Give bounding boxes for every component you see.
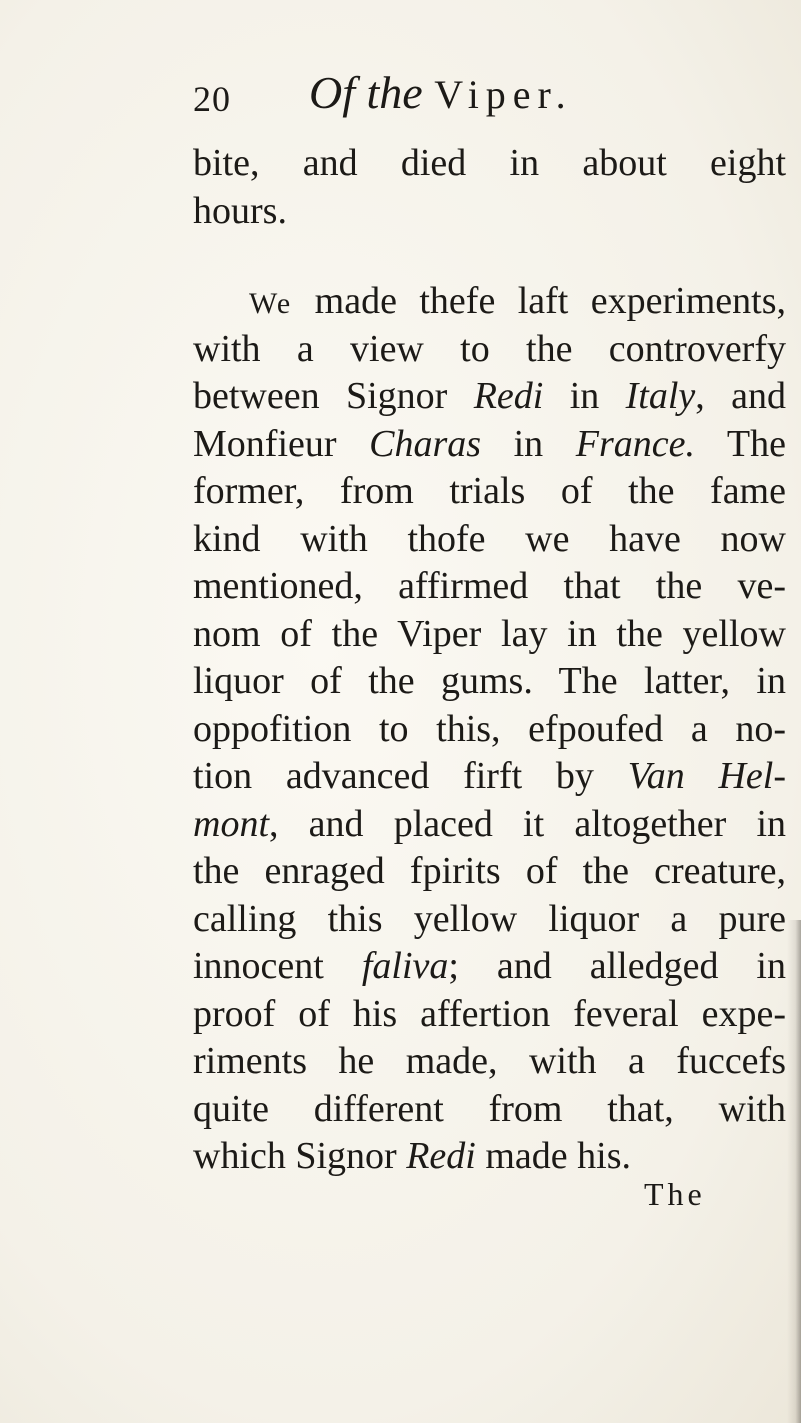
paragraph-initial-word: We: [249, 287, 293, 320]
text-line: former, from trials of the fame: [193, 470, 786, 512]
text-line: hours.: [193, 189, 287, 232]
paragraph: [193, 278, 793, 1181]
text-line: innocent faliva; and alledged in: [193, 945, 786, 987]
text-line: riments he made, with a fuccefs: [193, 1040, 786, 1082]
text-line: kind with thofe we have now: [193, 517, 786, 560]
text-line: the enraged fpirits of the creature,: [193, 850, 786, 892]
text-line: calling this yellow liquor a pure: [193, 897, 786, 940]
text-line: liquor of the gums. The latter, in: [193, 660, 786, 702]
text-line: mentioned, affirmed that the ve-: [193, 565, 786, 607]
place-italy: Italy: [625, 375, 696, 417]
running-title-italic: Of the: [309, 67, 423, 118]
name-redi: Redi: [473, 375, 544, 417]
text-line: We made thefe laft experiments,: [249, 280, 786, 322]
place-france: France.: [575, 422, 695, 465]
text-line: Monfieur Charas in France. The: [193, 422, 786, 465]
text-line: nom of the Viper lay in the yellow: [193, 612, 786, 655]
name-redi: Redi: [406, 1135, 476, 1177]
text-line: which Signor Redi made his.: [193, 1135, 631, 1177]
text-line: proof of his affertion feveral expe-: [193, 992, 786, 1035]
running-title: [309, 66, 573, 119]
body-text: [193, 140, 793, 1181]
name-van-helmont: Van Hel-: [627, 755, 786, 797]
catchword: The: [644, 1176, 706, 1212]
page-number: 20: [193, 79, 231, 119]
name-van-helmont-cont: mont: [193, 802, 269, 845]
text-line: quite different from that, with: [193, 1087, 786, 1130]
running-title-caps: Viper.: [434, 72, 573, 117]
text-line: tion advanced firft by Van Hel-: [193, 755, 786, 797]
text-line: oppofition to this, efpoufed a no-: [193, 707, 786, 750]
name-charas: Charas: [369, 422, 482, 465]
text-line: bite, and died in about eight: [193, 142, 786, 184]
text-line: between Signor Redi in Italy, and: [193, 375, 786, 417]
running-header: [193, 66, 673, 126]
text-line: with a view to the controverfy: [193, 327, 786, 370]
term-saliva: faliva: [361, 945, 449, 987]
text-line: mont, and placed it altogether in: [193, 802, 786, 845]
